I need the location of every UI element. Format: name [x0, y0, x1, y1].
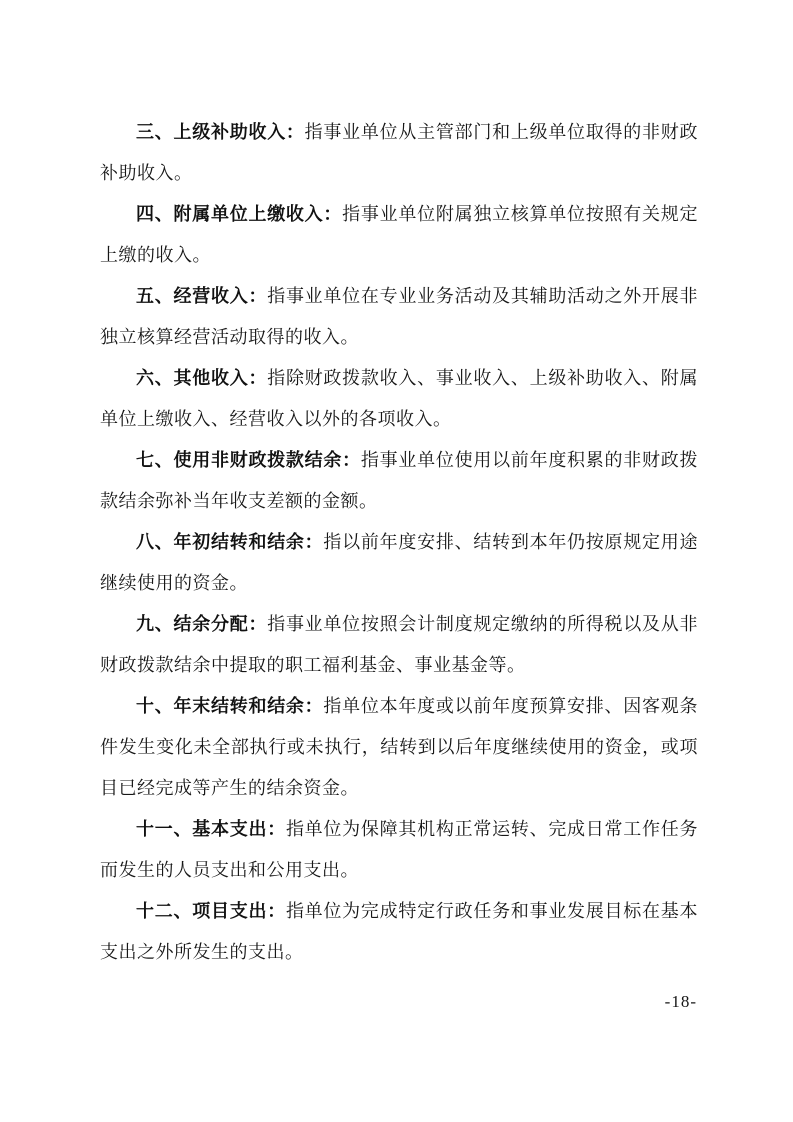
term-label: 十、年末结转和结余： [136, 696, 324, 716]
term-label: 十二、项目支出： [136, 901, 286, 921]
term-definition: 指事业单位按照会计制度规定缴纳的所得税以及从非财政拨款结余中提取的职工福利基金、事业基金等。 [100, 614, 699, 675]
term-definition: 指事业单位附属独立核算单位按照有关规定上缴的收入。 [100, 204, 698, 265]
term-label: 八、年初结转和结余： [136, 532, 324, 552]
definition-paragraph [100, 604, 698, 686]
term-label: 四、附属单位上缴收入： [136, 204, 343, 224]
term-label: 五、经营收入： [136, 286, 268, 306]
definition-paragraph [100, 891, 698, 973]
definition-paragraph [100, 358, 698, 440]
term-definition: 指单位为完成特定行政任务和事业发展目标在基本支出之外所发生的支出。 [100, 901, 699, 962]
term-label: 九、结余分配： [136, 614, 268, 634]
term-definition: 指事业单位从主管部门和上级单位取得的非财政补助收入。 [100, 122, 698, 183]
term-definition: 指除财政拨款收入、事业收入、上级补助收入、附属单位上缴收入、经营收入以外的各项收入。 [100, 368, 699, 429]
term-label: 三、上级补助收入： [136, 122, 305, 142]
definition-paragraph [100, 112, 698, 194]
definition-paragraph [100, 522, 698, 604]
term-label: 十一、基本支出： [136, 819, 286, 839]
definition-paragraph [100, 686, 698, 809]
term-definition: 指单位为保障其机构正常运转、完成日常工作任务而发生的人员支出和公用支出。 [100, 819, 699, 880]
term-label: 七、使用非财政拨款结余： [136, 450, 361, 470]
term-definition: 指事业单位使用以前年度积累的非财政拨款结余弥补当年收支差额的金额。 [100, 450, 699, 511]
term-definition: 指单位本年度或以前年度预算安排、因客观条件发生变化未全部执行或未执行，结转到以后年度继续使用的资金，或项目已经完成等产生的结余资金。 [100, 696, 699, 798]
term-label: 六、其他收入： [136, 368, 268, 388]
term-definition: 指事业单位在专业业务活动及其辅助活动之外开展非独立核算经营活动取得的收入。 [100, 286, 699, 347]
page-number: -18- [664, 992, 697, 1011]
term-definition: 指以前年度安排、结转到本年仍按原规定用途继续使用的资金。 [100, 532, 699, 593]
document-body [100, 112, 698, 973]
definition-paragraph [100, 809, 698, 891]
definition-paragraph [100, 276, 698, 358]
definition-paragraph [100, 194, 698, 276]
definition-paragraph [100, 440, 698, 522]
